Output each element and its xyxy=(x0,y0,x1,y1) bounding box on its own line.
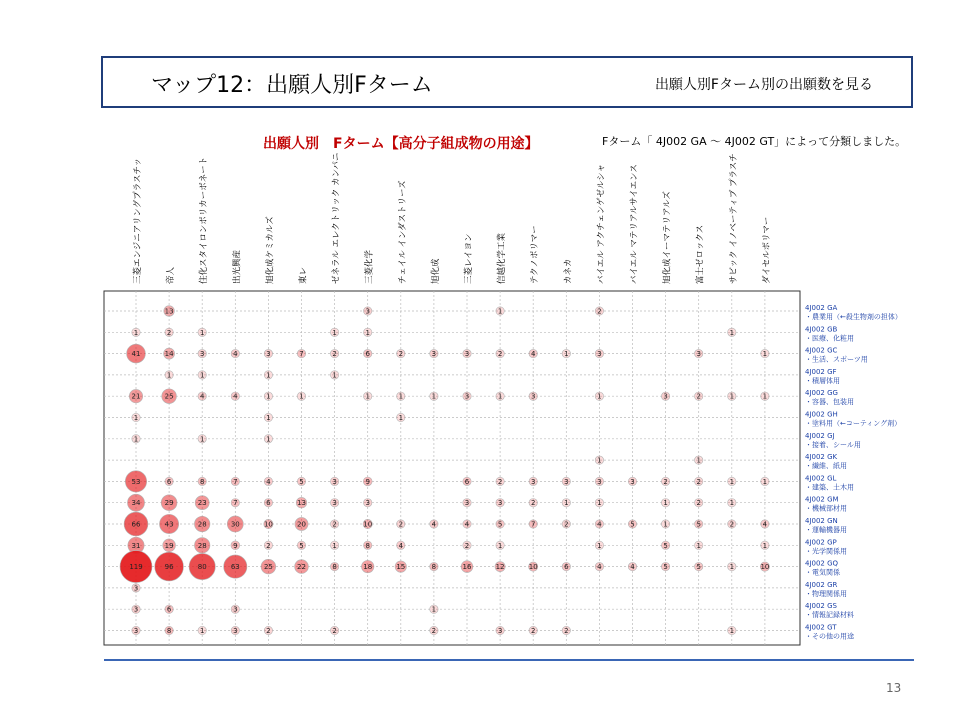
fterm-code-label: 4J002 GM xyxy=(805,495,839,504)
bubble-value-label: 1 xyxy=(365,392,370,401)
bubble-value-label: 1 xyxy=(762,350,768,359)
bubble-value-label: 5 xyxy=(299,541,304,550)
bubble-value-label: 66 xyxy=(131,520,141,529)
bubble-value-label: 1 xyxy=(762,541,768,550)
bubble-value-label: 1 xyxy=(564,350,569,359)
bubble-value-label: 4 xyxy=(266,477,271,486)
bubble-value-label: 1 xyxy=(696,541,701,550)
bubble-value-label: 1 xyxy=(564,499,569,508)
applicant-label: 三菱レイヨン xyxy=(464,233,474,284)
bubble-value-label: 2 xyxy=(564,627,569,635)
bubble-value-label: 2 xyxy=(597,307,602,316)
bubble-value-label: 2 xyxy=(497,350,503,359)
bubble-value-label: 3 xyxy=(564,477,569,486)
bubble-value-label: 1 xyxy=(729,328,735,337)
fterm-code-label: 4J002 GP xyxy=(805,538,837,547)
bubble-value-label: 4 xyxy=(597,520,602,529)
applicant-label: バイエル マテリアルサイエンス xyxy=(629,164,640,284)
fterm-code-label: 4J002 GL xyxy=(805,474,837,483)
applicant-label: 旭化成ケミカルズ xyxy=(265,216,276,284)
bubble-value-label: 1 xyxy=(729,392,735,401)
bubble-value-label: 1 xyxy=(365,328,370,337)
bubble-value-label: 1 xyxy=(497,307,503,316)
bubble-value-label: 2 xyxy=(332,520,337,529)
bubble-value-label: 1 xyxy=(762,392,768,401)
bubble-value-label: 4 xyxy=(630,563,635,572)
applicant-label: 東レ xyxy=(298,266,309,284)
bubble-value-label: 1 xyxy=(729,477,735,486)
bubble-value-label: 2 xyxy=(497,477,503,486)
fterm-code-label: 4J002 GK xyxy=(805,453,838,462)
applicant-label: ゼネラル エレクトリック カンパニ xyxy=(331,152,342,284)
fterm-desc-label: ・物理関係用 xyxy=(805,589,847,598)
bubble-value-label: 1 xyxy=(398,392,404,401)
applicant-label: 住化スタイロンポリカーボネート xyxy=(199,156,210,284)
fterm-code-label: 4J002 GR xyxy=(805,580,838,589)
bubble-value-label: 18 xyxy=(363,563,373,572)
bubble-value-label: 7 xyxy=(530,520,536,529)
bubble-value-label: 3 xyxy=(133,627,139,635)
bubble-value-label: 2 xyxy=(266,541,271,550)
bubble-value-label: 10 xyxy=(528,563,538,572)
bubble-value-label: 4 xyxy=(762,520,768,529)
bubble-value-label: 7 xyxy=(233,477,238,486)
bubble-value-label: 1 xyxy=(332,371,337,380)
bubble-value-label: 4 xyxy=(530,350,536,359)
applicant-label: 信越化学工業 xyxy=(497,232,508,284)
page-number: 13 xyxy=(886,681,902,695)
bubble-value-label: 3 xyxy=(365,307,370,316)
bubble-value-label: 9 xyxy=(233,541,238,550)
fterm-desc-label: ・積層体用 xyxy=(805,376,840,385)
applicant-label: 帝人 xyxy=(166,266,177,284)
bubble-value-label: 43 xyxy=(164,520,174,529)
fterm-code-label: 4J002 GA xyxy=(805,304,838,312)
bubble-value-label: 2 xyxy=(266,627,271,635)
bubble-value-label: 1 xyxy=(133,328,139,337)
chart-title: 出願人別 Fターム【高分子組成物の用途】 xyxy=(263,136,539,152)
bubble-value-label: 5 xyxy=(696,520,701,529)
bubble-value-label: 8 xyxy=(431,563,437,572)
bubble-value-label: 1 xyxy=(398,414,404,422)
bubble-value-label: 1 xyxy=(729,499,735,508)
fterm-desc-label: ・接着、シール用 xyxy=(805,440,861,449)
bubble-value-label: 80 xyxy=(197,563,207,572)
bubble-value-label: 10 xyxy=(263,520,273,529)
bubble-value-label: 7 xyxy=(233,499,238,508)
bubble-value-label: 6 xyxy=(266,499,271,508)
bubble-value-label: 1 xyxy=(299,392,304,401)
fterm-code-label: 4J002 GF xyxy=(805,367,837,376)
bubble-value-label: 3 xyxy=(497,499,503,508)
bubble-value-label: 2 xyxy=(464,541,470,550)
fterm-desc-label: ・光学関係用 xyxy=(805,547,847,556)
bubble-value-label: 1 xyxy=(729,563,735,572)
applicant-label: テクノポリマー xyxy=(530,225,541,284)
fterm-code-label: 4J002 GG xyxy=(805,389,838,398)
fterm-code-label: 4J002 GC xyxy=(805,346,838,355)
slide-subtitle: 出願人別Fターム別の出願数を見る xyxy=(654,77,873,93)
bubble-value-label: 22 xyxy=(297,563,306,572)
bubble-value-label: 5 xyxy=(497,520,503,529)
bubble-value-label: 4 xyxy=(464,520,470,529)
fterm-desc-label: ・機械部材用 xyxy=(805,504,847,513)
bubble-value-label: 3 xyxy=(199,350,205,359)
bubble-value-label: 15 xyxy=(396,563,406,572)
bubble-value-label: 3 xyxy=(630,477,635,486)
bubble-value-label: 3 xyxy=(332,477,337,486)
bubble-value-label: 1 xyxy=(332,541,337,550)
bubble-value-label: 3 xyxy=(365,499,370,508)
applicant-label: バイエル アクチェンゲゼルシャ xyxy=(596,163,607,284)
plot-frame xyxy=(104,291,800,645)
bubble-value-label: 19 xyxy=(164,541,174,550)
bubble-value-label: 6 xyxy=(166,477,172,486)
bubble-value-label: 20 xyxy=(297,520,306,529)
bubble-value-label: 3 xyxy=(597,350,602,359)
bubble-value-label: 10 xyxy=(760,563,770,572)
fterm-desc-label: ・農業用（←殺生物剤の担体） xyxy=(805,313,902,321)
applicant-label: 三菱化学 xyxy=(364,249,375,284)
bubble-value-label: 1 xyxy=(431,392,437,401)
bubble-value-label: 1 xyxy=(266,392,271,401)
bubble-value-label: 7 xyxy=(299,350,304,359)
bubble-value-label: 10 xyxy=(363,520,373,529)
applicant-label: カネカ xyxy=(563,258,574,284)
applicant-label: ダイセルポリマー xyxy=(761,216,772,284)
bubble-value-label: 23 xyxy=(197,499,207,508)
bubble-value-label: 1 xyxy=(332,328,337,337)
bubble-value-label: 5 xyxy=(696,563,701,572)
bubble-value-label: 28 xyxy=(197,541,207,550)
bubble-value-label: 2 xyxy=(696,499,701,508)
fterm-code-label: 4J002 GS xyxy=(805,602,837,611)
bubble-value-label: 2 xyxy=(696,477,701,486)
bubble-value-label: 31 xyxy=(131,541,141,550)
bubble-value-label: 25 xyxy=(263,563,273,572)
bubble-value-label: 3 xyxy=(530,477,536,486)
bubble-value-label: 6 xyxy=(166,605,172,614)
bubble-value-label: 119 xyxy=(129,563,143,572)
bubble-value-label: 34 xyxy=(131,499,141,508)
bubble-value-label: 8 xyxy=(199,477,205,486)
bubble-value-label: 1 xyxy=(133,435,139,444)
fterm-code-label: 4J002 GQ xyxy=(805,559,839,568)
bubble-value-label: 13 xyxy=(164,307,174,316)
bubble-value-label: 5 xyxy=(663,563,668,572)
fterm-desc-label: ・塗料用（←コーティング剤） xyxy=(805,419,902,428)
bubble-value-label: 2 xyxy=(166,328,172,337)
footer-divider xyxy=(104,659,914,661)
fterm-desc-label: ・医療、化粧用 xyxy=(805,334,854,343)
bubble-value-label: 3 xyxy=(133,584,139,593)
fterm-code-label: 4J002 GH xyxy=(805,410,838,419)
bubble-value-label: 3 xyxy=(233,627,238,635)
bubble-value-label: 4 xyxy=(233,350,238,359)
bubble-value-label: 6 xyxy=(365,350,370,359)
bubble-value-label: 2 xyxy=(431,627,437,635)
bubble-value-label: 41 xyxy=(131,350,141,359)
fterm-desc-label: ・繊維、紙用 xyxy=(805,462,847,471)
bubble-value-label: 53 xyxy=(131,477,141,486)
bubble-value-label: 1 xyxy=(199,371,205,380)
fterm-desc-label: ・運輸機器用 xyxy=(805,526,847,534)
bubble-value-label: 1 xyxy=(199,328,205,337)
slide-title: マップ12：出願人別Fターム xyxy=(151,73,433,98)
bubble-value-label: 1 xyxy=(663,499,668,508)
bubble-value-label: 1 xyxy=(597,392,602,401)
bubble-value-label: 1 xyxy=(266,371,271,380)
bubble-value-label: 2 xyxy=(332,627,337,635)
bubble-value-label: 21 xyxy=(131,392,141,401)
bubble-value-label: 28 xyxy=(197,520,207,529)
applicant-label: チェイル インダストリーズ xyxy=(397,180,408,284)
bubble-value-label: 3 xyxy=(431,350,437,359)
bubble-value-label: 1 xyxy=(597,499,602,508)
applicant-label: 旭化成 xyxy=(430,258,441,284)
bubble-value-label: 1 xyxy=(166,371,172,380)
bubble-value-label: 96 xyxy=(164,563,174,572)
bubble-value-label: 1 xyxy=(663,520,668,529)
bubble-value-label: 2 xyxy=(530,627,536,635)
applicant-label: 旭化成イーマテリアルズ xyxy=(662,191,673,284)
bubble-value-label: 2 xyxy=(398,520,404,529)
bubble-value-label: 3 xyxy=(464,350,470,359)
bubble-value-label: 1 xyxy=(199,627,205,635)
bubble-value-label: 3 xyxy=(133,605,139,614)
bubble-value-label: 29 xyxy=(164,499,174,508)
fterm-code-label: 4J002 GN xyxy=(805,517,838,525)
chart-note: Fターム「 4J002 GA ～ 4J002 GT」によって分類しました。 xyxy=(602,135,907,148)
bubble-value-label: 2 xyxy=(398,350,404,359)
bubble-value-label: 2 xyxy=(663,477,668,486)
bubble-value-label: 4 xyxy=(233,392,238,401)
bubble-value-label: 8 xyxy=(365,541,370,550)
fterm-code-label: 4J002 GT xyxy=(805,623,837,632)
bubble-value-label: 3 xyxy=(332,499,337,508)
bubble-value-label: 3 xyxy=(597,477,602,486)
bubble-value-label: 4 xyxy=(199,392,205,401)
bubble-value-label: 3 xyxy=(266,350,271,359)
bubble-value-label: 1 xyxy=(199,435,205,444)
bubble-value-label: 8 xyxy=(332,563,337,572)
applicant-label: 出光興産 xyxy=(232,249,243,284)
bubble-value-label: 2 xyxy=(564,520,569,529)
applicant-label: 三菱エンジニアリングプラスチッ xyxy=(133,157,143,284)
bubble-value-label: 3 xyxy=(464,392,470,401)
bubble-value-label: 5 xyxy=(663,541,668,550)
bubble-value-label: 3 xyxy=(497,627,503,635)
bubble-value-label: 8 xyxy=(166,627,172,635)
bubble-value-label: 1 xyxy=(133,414,139,422)
fterm-desc-label: ・生活、スポーツ用 xyxy=(805,355,868,364)
bubble-value-label: 1 xyxy=(729,627,735,635)
bubble-value-label: 4 xyxy=(431,520,437,529)
bubble-value-label: 13 xyxy=(297,499,306,508)
fterm-desc-label: ・電気関係 xyxy=(805,568,840,577)
fterm-code-label: 4J002 GJ xyxy=(805,431,835,440)
fterm-desc-label: ・その他の用途 xyxy=(805,632,854,641)
bubble-value-label: 3 xyxy=(663,392,668,401)
bubble-value-label: 14 xyxy=(164,350,174,359)
bubble-value-label: 5 xyxy=(630,520,635,529)
fterm-desc-label: ・建築、土木用 xyxy=(805,483,854,492)
fterm-desc-label: ・容器、包装用 xyxy=(805,398,854,407)
bubble-value-label: 4 xyxy=(597,563,602,572)
bubble-value-label: 3 xyxy=(696,350,701,359)
bubble-value-label: 1 xyxy=(497,541,503,550)
bubble-value-label: 6 xyxy=(464,477,470,486)
bubble-value-label: 1 xyxy=(762,477,768,486)
applicant-label: 富士ゼロックス xyxy=(695,224,706,284)
bubble-value-label: 16 xyxy=(462,563,472,572)
bubble-value-label: 1 xyxy=(266,435,271,444)
bubble-value-label: 6 xyxy=(564,563,569,572)
bubble-value-label: 1 xyxy=(497,392,503,401)
applicant-label: サビック イノベーティブ プラスチ xyxy=(728,153,739,284)
bubble-value-label: 1 xyxy=(597,541,602,550)
bubble-value-label: 1 xyxy=(266,414,271,422)
bubble-value-label: 2 xyxy=(332,350,337,359)
bubble-value-label: 4 xyxy=(398,541,404,550)
bubble-value-label: 3 xyxy=(464,499,470,508)
bubble-value-label: 25 xyxy=(164,392,174,401)
fterm-code-label: 4J002 GB xyxy=(805,325,838,334)
bubble-value-label: 5 xyxy=(299,477,304,486)
bubble-value-label: 1 xyxy=(597,456,602,465)
bubble-value-label: 9 xyxy=(365,477,370,486)
bubble-value-label: 3 xyxy=(530,392,536,401)
bubble-value-label: 2 xyxy=(530,499,536,508)
fterm-desc-label: ・情報記録材料 xyxy=(805,611,854,620)
bubble-value-label: 30 xyxy=(230,520,240,529)
bubble-value-label: 2 xyxy=(729,520,735,529)
bubble-value-label: 1 xyxy=(431,605,437,614)
bubble-value-label: 63 xyxy=(230,563,240,572)
bubble-value-label: 1 xyxy=(696,456,701,465)
bubble-value-label: 3 xyxy=(233,605,238,614)
bubble-value-label: 2 xyxy=(696,392,701,401)
bubble-value-label: 12 xyxy=(495,563,505,572)
